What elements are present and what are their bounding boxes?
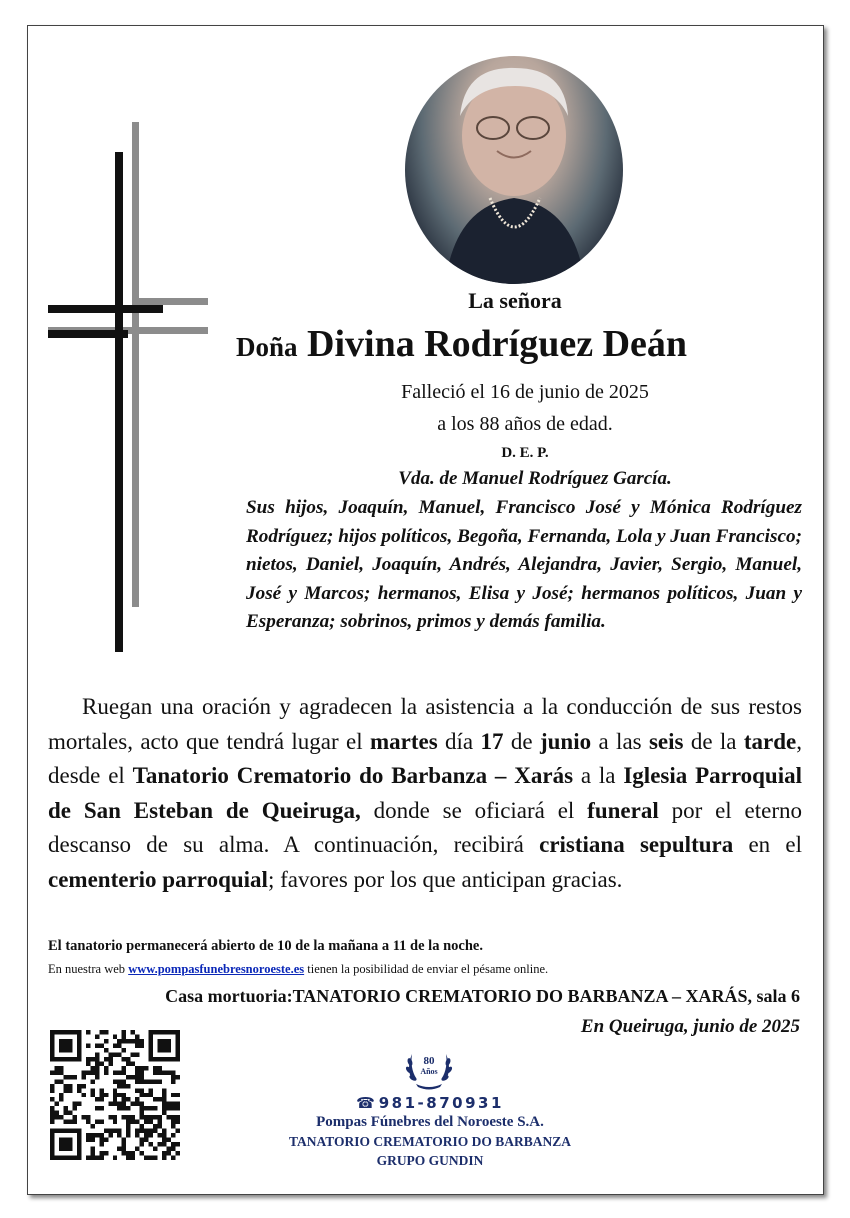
casa-mortuoria: Casa mortuoria:TANATORIO CREMATORIO DO BARBANZA – XARÁS, sala 6 [165,986,800,1006]
dep: D. E. P. [501,445,549,461]
qr-code-icon[interactable] [50,1030,180,1160]
website-link[interactable]: www.pompasfunebresnoroeste.es [128,962,305,976]
group-name: GRUPO GUNDIN [376,1153,484,1168]
ceremony-text: Ruegan una oración y agradecen la asistencia a la conducción de sus restos mortales, acto que tendrá lugar el martes día 17 de junio a las seis de la tarde, desde el Tanatorio Crematorio do Barbanza – Xarás a la Iglesia Parroquial de San Esteban de Queiruga, donde se oficiará el funeral por el eterno descanso de su alma. A continuación, recibirá cristiana sepultura en el cementerio parroquial; favores por los que anticipan gracias. [48,694,803,892]
age: a los 88 años de edad. [437,413,613,435]
tanatorio-hours: El tanatorio permanecerá abierto de 10 de la mañana a 11 de la noche. [48,938,483,954]
salutation: La señora [468,288,562,313]
cross-dark-horizontal-bottom [48,330,128,338]
phone-icon: ☎ [356,1094,375,1112]
cross-grey-horizontal-top [135,298,208,305]
deceased-name [236,322,816,366]
cross-dark-vertical [115,152,123,652]
cross-grey-vertical [132,122,139,607]
laurel-icon [402,1040,456,1094]
portrait-photo [405,56,623,284]
phone-number[interactable]: ☎ 981-870931 [356,1094,504,1112]
place-date: En Queiruga, junio de 2025 [580,1016,800,1037]
logo-text: Años [420,1067,438,1076]
family-list: Sus hijos, Joaquín, Manuel, Francisco José y Mónica Rodríguez Rodríguez; hijos políticos, Begoña, Fernanda, Lola y Juan Francisco; nietos, Daniel, Joaquín, Andrés, Alejandra, Javier, Sergio, Manuel, José y Marcos; hermanos, Elisa y José; hermanos políticos, Juan y Esperanza; sobrinos, primos y demás familia. [246,497,802,632]
death-date: Falleció el 16 de junio de 2025 [401,381,649,403]
company-name: Pompas Fúnebres del Noroeste S.A. [316,1114,544,1130]
name-prefix: Doña [236,332,298,362]
web-notice: En nuestra web www.pompasfunebresnoroeste.es tienen la posibilidad de enviar el pésame online. [48,962,549,976]
portrait-illustration [405,56,623,284]
crematorio-name: TANATORIO CREMATORIO DO BARBANZA [289,1134,571,1149]
cross-dark-horizontal [48,305,163,313]
logo-number: 80 [423,1055,435,1067]
qr-code-graphic [50,1030,180,1160]
widow-line: Vda. de Manuel Rodríguez García. [398,468,672,489]
full-name: Divina Rodríguez Deán [307,323,688,365]
